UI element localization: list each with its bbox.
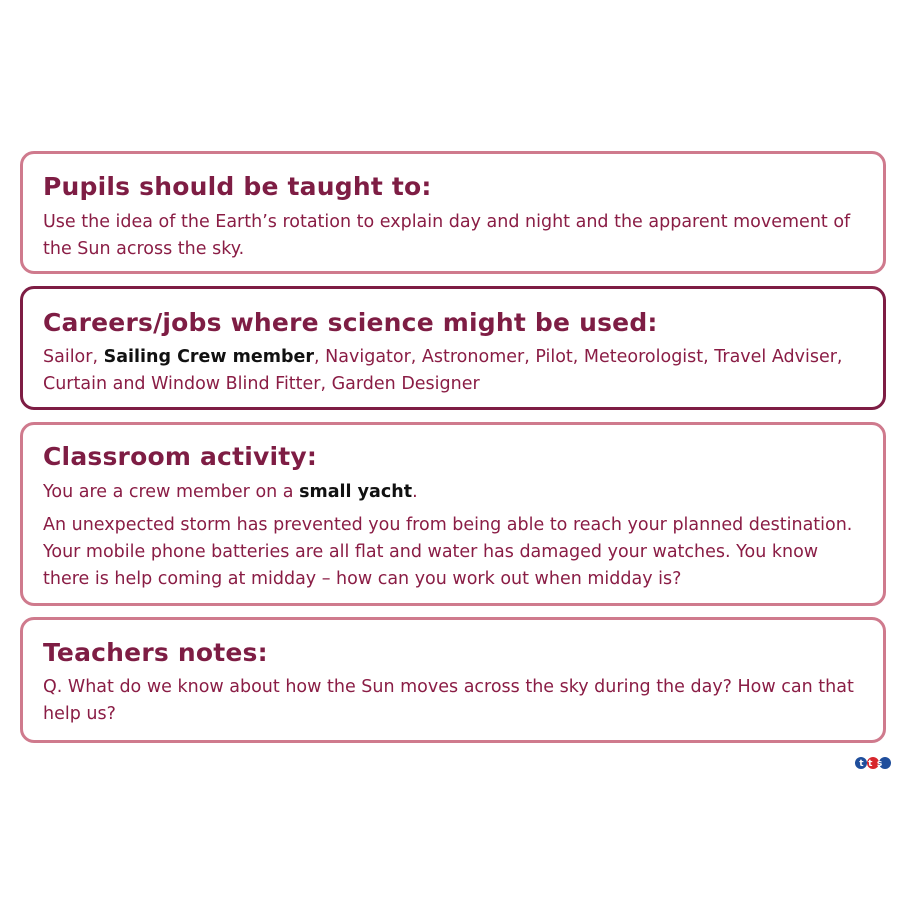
- classroom-text-1: [43, 479, 863, 506]
- tts-logo: [855, 752, 891, 770]
- teachers-heading: Teachers notes:: [43, 638, 268, 667]
- careers-text: [43, 344, 863, 398]
- curriculum-objective-card: [20, 151, 886, 274]
- pupils-text: Use the idea of the Earth’s rotation to explain day and night and the apparent movement of the Sun across the sky.: [43, 212, 851, 259]
- careers-highlight: Sailing Crew member: [103, 347, 315, 367]
- teachers-text: Q. What do we know about how the Sun moves across the sky during the day? How can that help us?: [43, 677, 854, 724]
- classroom-heading: Classroom activity:: [43, 442, 318, 471]
- pupils-heading: Pupils should be taught to:: [43, 172, 432, 201]
- classroom-p1-after: .: [412, 482, 418, 502]
- logo-text: tts: [859, 759, 887, 769]
- classroom-highlight: small yacht: [299, 482, 413, 502]
- classroom-p1-before: You are a crew member on a: [43, 482, 300, 502]
- classroom-activity-card: [20, 422, 886, 606]
- careers-text-before: Sailor,: [43, 347, 104, 367]
- careers-text-after: , Navigator, Astronomer, Pilot, Meteorologist, Travel Adviser, Curtain and Window Blind Fitter, Garden Designer: [43, 347, 843, 394]
- careers-heading: Careers/jobs where science might be used:: [43, 308, 658, 337]
- careers-card: [20, 286, 886, 410]
- classroom-text-2: An unexpected storm has prevented you from being able to reach your planned destination. Your mobile phone batteries are all flat and water has damaged your watches. You know there is help coming at midday – how can you work out when midday is?: [43, 515, 853, 589]
- teachers-notes-card: [20, 617, 886, 743]
